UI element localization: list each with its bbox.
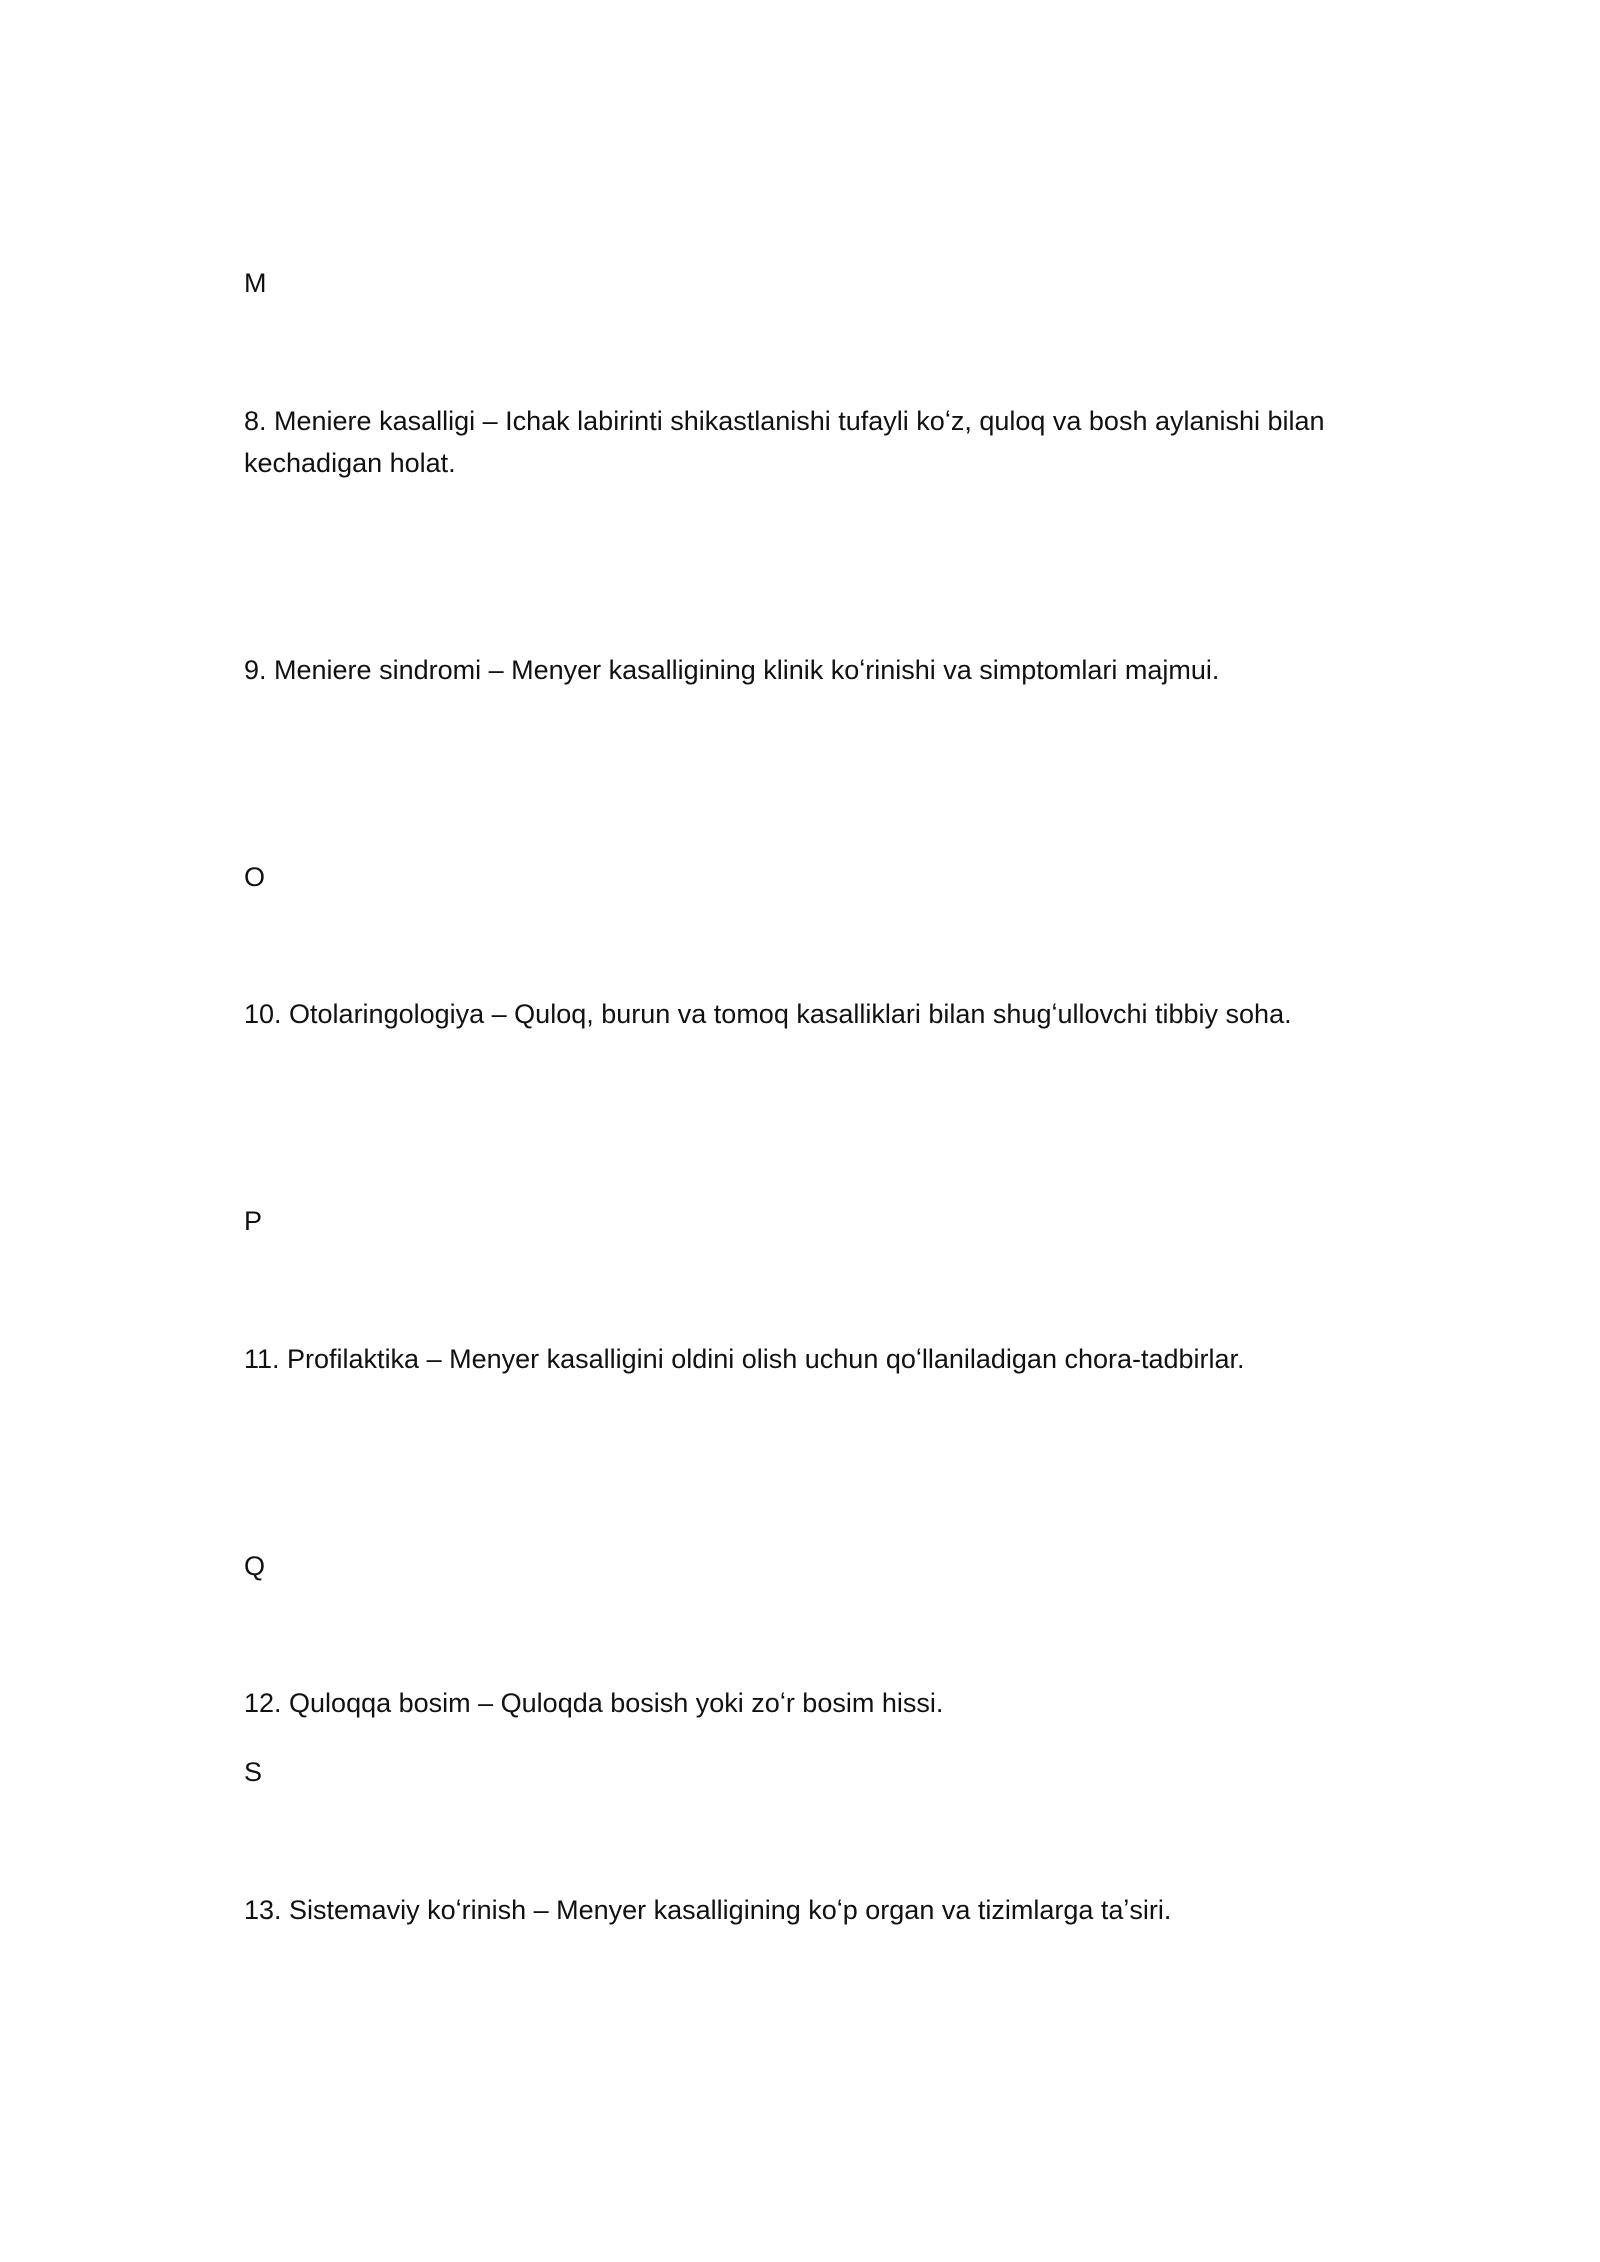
glossary-entry-10: 10. Otolaringologiya – Quloq, burun va tomoq kasalliklari bilan shugʻullovchi tibbiy soha. bbox=[244, 999, 1292, 1029]
section-letter-p: P bbox=[244, 1206, 263, 1236]
section-letter-o: O bbox=[244, 862, 266, 892]
glossary-entry-8: 8. Meniere kasalligi – Ichak labirinti shikastlanishi tufayli koʻz, quloq va bosh aylanishi bilan kechadigan holat. bbox=[244, 406, 1325, 478]
section-letter-m: M bbox=[244, 268, 267, 298]
glossary-entry-13: 13. Sistemaviy koʻrinish – Menyer kasalligining koʻp organ va tizimlarga taʼsiri. bbox=[244, 1895, 1172, 1925]
glossary-entry-12: 12. Quloqqa bosim – Quloqda bosish yoki zoʻr bosim hissi. bbox=[244, 1688, 944, 1718]
section-letter-s: S bbox=[244, 1757, 263, 1787]
glossary-entry-11: 11. Profilaktika – Menyer kasalligini oldini olish uchun qoʻllaniladigan chora-tadbirlar. bbox=[244, 1344, 1245, 1374]
glossary-entry-9: 9. Meniere sindromi – Menyer kasalligining klinik koʻrinishi va simptomlari majmui. bbox=[244, 655, 1220, 685]
section-letter-q: Q bbox=[244, 1551, 266, 1581]
